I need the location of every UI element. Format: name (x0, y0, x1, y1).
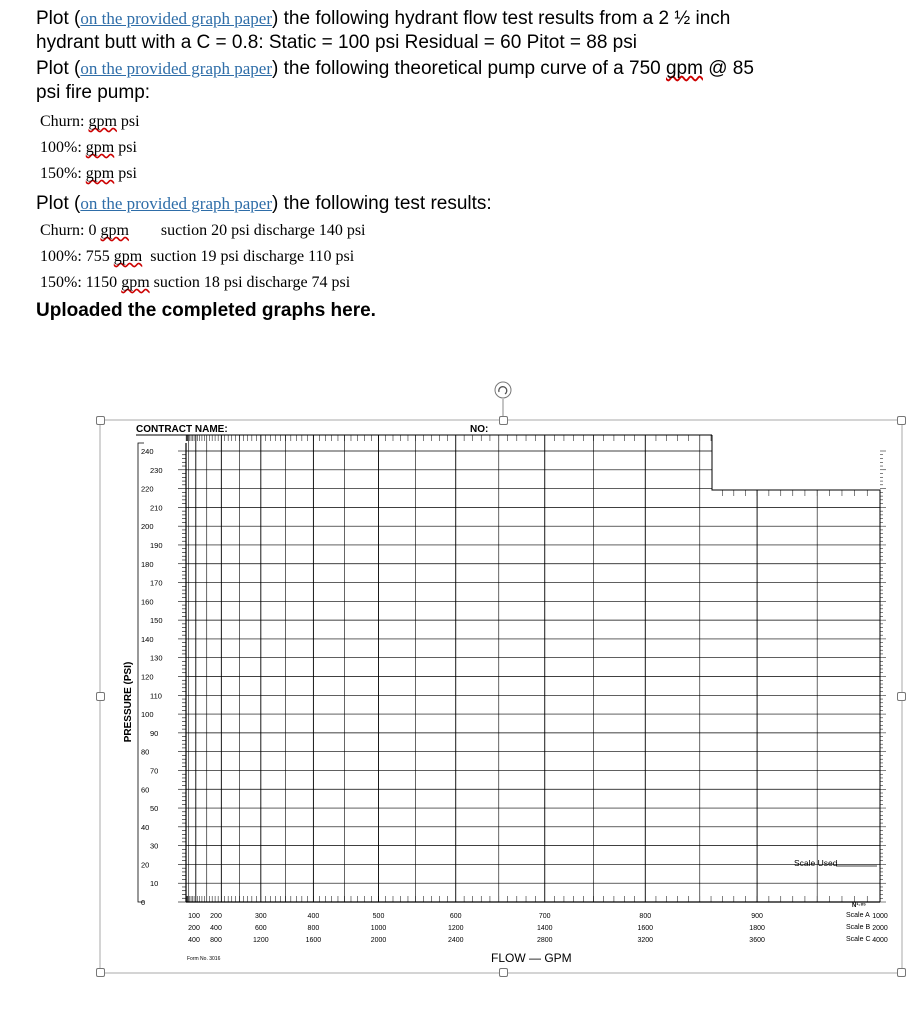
y-tick-label: 70 (150, 766, 159, 776)
y-tick-label: 100 (141, 710, 154, 720)
unit: gpm (100, 222, 129, 239)
x-tick-label: 300 (254, 913, 267, 920)
y-tick-label: 170 (150, 578, 163, 588)
scale-b-name: Scale B (846, 924, 871, 931)
x-tick-label: 1600 (637, 925, 654, 932)
y-tick-label: 240 (141, 447, 154, 456)
label: 150%: 1150 (40, 274, 122, 291)
x-tick-label: 1800 (749, 925, 765, 932)
x-tick-label: 2800 (536, 937, 553, 944)
upload-instruction: Uploaded the completed graphs here. (36, 300, 376, 321)
scale-used-label: Scale Used (794, 858, 838, 868)
x-tick-labels (188, 913, 888, 944)
y-tick-label: 110 (150, 691, 162, 701)
x-tick-label: 800 (307, 925, 320, 932)
resize-handle-n[interactable] (499, 416, 508, 425)
label: 150%: (40, 165, 86, 182)
y-tick-label: 120 (141, 672, 154, 682)
label: Churn: (40, 113, 89, 130)
resize-handle-w[interactable] (96, 692, 105, 701)
x-tick-label: 2000 (872, 925, 888, 932)
graph-paper-link[interactable]: on the provided graph paper (80, 194, 273, 213)
y-tick-label: 220 (141, 484, 154, 494)
x-tick-label: 2400 (447, 937, 464, 944)
contract-name-label: CONTRACT NAME: (136, 424, 228, 435)
text: Plot ( (36, 8, 81, 29)
text: @ 85 (702, 58, 754, 79)
x-tick-label: 400 (188, 937, 200, 944)
y-tick-label: 130 (150, 653, 163, 663)
grid (138, 435, 886, 902)
x-tick-label: 900 (751, 913, 763, 920)
resize-handle-s[interactable] (499, 968, 508, 977)
text: ) the following hydrant flow test results from a 2 ½ inch (272, 8, 731, 29)
x-tick-label: 600 (449, 913, 462, 920)
suffix: psi (116, 113, 140, 130)
question-line-2: hydrant butt with a C = 0.8: Static = 100 psi Residual = 60 Pitot = 88 psi (36, 32, 637, 53)
x-tick-label: 1200 (253, 937, 269, 944)
x-tick-label: 200 (210, 913, 222, 920)
x-tick-label: 500 (372, 913, 385, 920)
graph-paper-link[interactable]: on the provided graph paper (80, 9, 273, 28)
x-tick-label: 800 (210, 937, 222, 944)
x-tick-label: 4000 (872, 937, 888, 944)
y-tick-labels (141, 447, 163, 907)
x-tick-label: 2000 (370, 937, 387, 944)
x-tick-label: 1000 (370, 925, 387, 932)
suffix: suction 18 psi discharge 74 psi (149, 274, 351, 291)
grid-right-border (712, 435, 880, 902)
y-tick-label: 80 (141, 747, 150, 757)
label: Churn: 0 (40, 222, 101, 239)
text: Plot ( (36, 193, 81, 214)
question-line-4: psi fire pump: (36, 82, 151, 103)
y-tick-label: 190 (150, 540, 163, 550)
text: Plot ( (36, 58, 81, 79)
suffix: psi (114, 165, 137, 182)
graph-paper-link[interactable]: on the provided graph paper (80, 59, 273, 78)
rotate-handle-icon[interactable] (495, 382, 511, 398)
scale-a-name: Scale A (846, 912, 870, 919)
y-tick-label: 30 (150, 841, 159, 851)
y-tick-label: 10 (150, 879, 159, 889)
y-tick-label: 210 (150, 503, 163, 513)
x-tick-label: 1200 (447, 925, 464, 932)
x-tick-label: 400 (307, 913, 320, 920)
x-tick-label: 1400 (536, 925, 553, 932)
unit: gpm (88, 113, 117, 130)
y-tick-label: 150 (150, 616, 163, 626)
y-tick-label: 0 (141, 898, 146, 907)
x-tick-label: 1600 (305, 937, 322, 944)
x-tick-label: 600 (254, 925, 267, 932)
unit: gpm (85, 139, 115, 156)
resize-handle-se[interactable] (897, 968, 906, 977)
suffix: suction 19 psi discharge 110 psi (142, 248, 355, 265)
x-tick-label: 3200 (637, 937, 654, 944)
y-axis-title: PRESSURE (PSI) (123, 661, 134, 743)
suffix: psi (114, 139, 137, 156)
resize-handle-nw[interactable] (96, 416, 105, 425)
no-label: NO: (470, 424, 489, 435)
x-tick-label: 400 (210, 925, 222, 932)
x-tick-label: 800 (639, 913, 652, 920)
gpm-word: gpm (665, 58, 703, 79)
text: ) the following test results: (272, 193, 492, 214)
y-tick-label: 20 (141, 860, 150, 870)
image-frame[interactable] (100, 420, 902, 973)
suffix: suction 20 psi discharge 140 psi (128, 222, 366, 239)
resize-handle-e[interactable] (897, 692, 906, 701)
x-tick-label: 700 (538, 913, 551, 920)
resize-handle-ne[interactable] (897, 416, 906, 425)
unit: gpm (121, 274, 150, 291)
y-tick-label: 40 (141, 822, 150, 832)
y-tick-label: 230 (150, 465, 163, 475)
y-tick-label: 60 (141, 785, 150, 795)
scale-c-name: Scale C (846, 936, 871, 943)
y-tick-label: 90 (150, 728, 159, 738)
y-tick-label: 200 (141, 522, 154, 532)
form-number: Form No. 3016 (187, 956, 221, 962)
label: 100%: (40, 139, 86, 156)
n-exponent-mark: N¹·⁸⁵ (852, 903, 866, 909)
resize-handle-sw[interactable] (96, 968, 105, 977)
y-tick-label: 180 (141, 559, 154, 569)
x-axis-title: FLOW — GPM (491, 951, 572, 965)
x-tick-label: 1000 (872, 913, 888, 920)
unit: gpm (113, 248, 143, 265)
y-tick-label: 160 (141, 597, 154, 607)
y-tick-label: 140 (141, 634, 154, 644)
x-tick-label: 3600 (749, 937, 765, 944)
x-tick-label: 200 (188, 925, 200, 932)
x-tick-label: 100 (188, 913, 200, 920)
y-tick-label: 50 (150, 804, 159, 814)
label: 100%: 755 (40, 248, 114, 265)
unit: gpm (85, 165, 115, 182)
text: ) the following theoretical pump curve of a 750 (272, 58, 666, 79)
